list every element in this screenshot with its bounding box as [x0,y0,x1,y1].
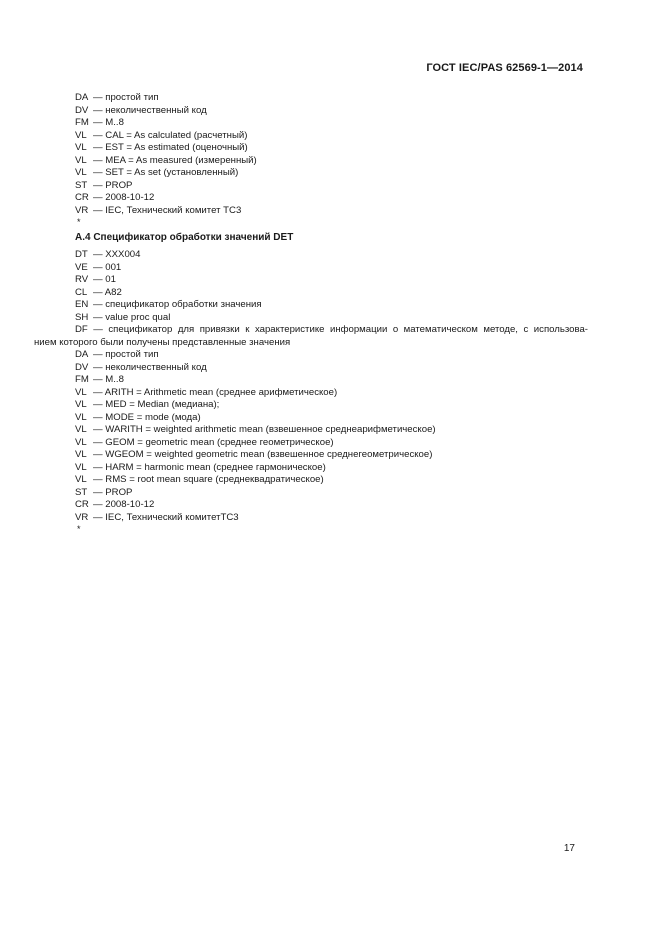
section-heading-a4: A.4 Спецификатор обработки значений DET [75,232,294,243]
attribute-value: — MODE = mode (мода) [93,411,201,423]
attribute-code: DA [75,92,89,103]
attribute-code: VL [75,461,87,473]
attribute-code: CL [75,286,88,298]
definition-line-2: нием которого были получены представленные значения [34,336,291,348]
attribute-code: VL [75,386,87,398]
attribute-value: — RMS = root mean square (среднеквадратическое) [93,474,324,485]
attribute-value: — A82 [93,286,122,298]
attribute-code: DA [75,349,89,360]
attribute-line [75,299,585,312]
attribute-code: CR [75,192,89,203]
end-mark: * [77,524,81,534]
attribute-value: — ARITH = Arithmetic mean (среднее арифметическое) [93,386,338,398]
attribute-code: CR [75,499,89,510]
attribute-value: — MEA = As measured (измеренный) [93,154,257,166]
attribute-line [75,437,585,450]
attribute-code: ST [75,179,88,191]
attribute-code: VE [75,261,88,273]
attribute-code: VL [75,399,87,410]
attribute-code: VL [75,154,87,166]
attribute-line [75,117,585,130]
attribute-code: FM [75,374,89,385]
attribute-line [75,474,585,487]
attribute-value: — XXX004 [93,249,141,260]
attribute-line [75,167,585,180]
attribute-code: VL [75,436,87,448]
attribute-line [75,512,585,525]
attribute-value: — простой тип [93,92,159,103]
attribute-value: — CAL = As calculated (расчетный) [93,129,248,141]
end-mark: * [77,217,81,227]
attribute-list-2-top [75,249,585,324]
document-header-id: ГОСТ IEC/PAS 62569-1—2014 [426,62,583,74]
attribute-value: — WARITH = weighted arithmetic mean (взвешенное среднеарифметическое) [93,424,436,435]
attribute-code: VL [75,167,87,178]
attribute-value: — M..8 [93,374,124,385]
attribute-line [75,499,585,512]
attribute-line [75,424,585,437]
attribute-line [75,155,585,168]
attribute-code: VL [75,474,87,485]
attribute-code: VR [75,204,89,216]
attribute-value: — M..8 [93,117,124,128]
attribute-value: — IEC, Технический комитет TC3 [93,204,242,216]
attribute-line [75,92,585,105]
attribute-line [75,274,585,287]
attribute-value: — WGEOM = weighted geometric mean (взвешенное среднегеометрическое) [93,449,433,460]
attribute-code: VL [75,129,87,141]
attribute-value: — спецификатор обработки значения [93,299,262,310]
attribute-line [75,349,585,362]
attribute-line [75,287,585,300]
attribute-value: — 001 [93,261,122,273]
attribute-value: — неколичественный код [93,361,207,373]
attribute-code: VL [75,411,87,423]
attribute-line [75,142,585,155]
attribute-value: — EST = As estimated (оценочный) [93,142,248,153]
attribute-line [75,192,585,205]
attribute-line [75,412,585,425]
attribute-line [75,249,585,262]
attribute-value: — MED = Median (медиана); [93,399,220,410]
attribute-list-1 [75,92,585,227]
attribute-line [75,130,585,143]
attribute-value: — HARM = harmonic mean (среднее гармоническое) [93,461,326,473]
attribute-code: FM [75,117,89,128]
attribute-code: EN [75,299,89,310]
attribute-line [75,399,585,412]
attribute-value: — 01 [93,274,116,285]
attribute-value: — PROP [93,179,133,191]
attribute-line [75,387,585,400]
attribute-value: — PROP [93,486,133,498]
attribute-value: — неколичественный код [93,104,207,116]
attribute-value: — GEOM = geometric mean (среднее геометрическое) [93,436,334,448]
attribute-code: RV [75,274,89,285]
definition-line-1: DF — спецификатор для привязки к характеристике информации о математическом методе, с использова- [75,324,588,335]
attribute-code: VL [75,449,87,460]
attribute-code: SH [75,311,89,323]
attribute-code: VL [75,424,87,435]
attribute-line [75,105,585,118]
attribute-value: — SET = As set (установленный) [93,167,239,178]
attribute-line [75,312,585,325]
attribute-code: DV [75,361,89,373]
attribute-line [75,205,585,218]
attribute-line [75,180,585,193]
attribute-value: — value proc qual [93,311,171,323]
attribute-line [75,462,585,475]
attribute-code: DT [75,249,88,260]
attribute-code: VR [75,511,89,523]
attribute-line [75,449,585,462]
attribute-code: VL [75,142,87,153]
attribute-list-2-bottom [75,349,585,534]
attribute-value: — простой тип [93,349,159,360]
attribute-value: — 2008-10-12 [93,499,155,510]
definition-paragraph [34,324,588,349]
attribute-value: — IEC, Технический комитетTC3 [93,511,239,523]
attribute-line [75,262,585,275]
attribute-value: — 2008-10-12 [93,192,155,203]
attribute-line [75,374,585,387]
attribute-line [75,487,585,500]
attribute-line [75,362,585,375]
page-number: 17 [563,843,575,854]
attribute-code: ST [75,486,88,498]
attribute-code: DV [75,104,89,116]
